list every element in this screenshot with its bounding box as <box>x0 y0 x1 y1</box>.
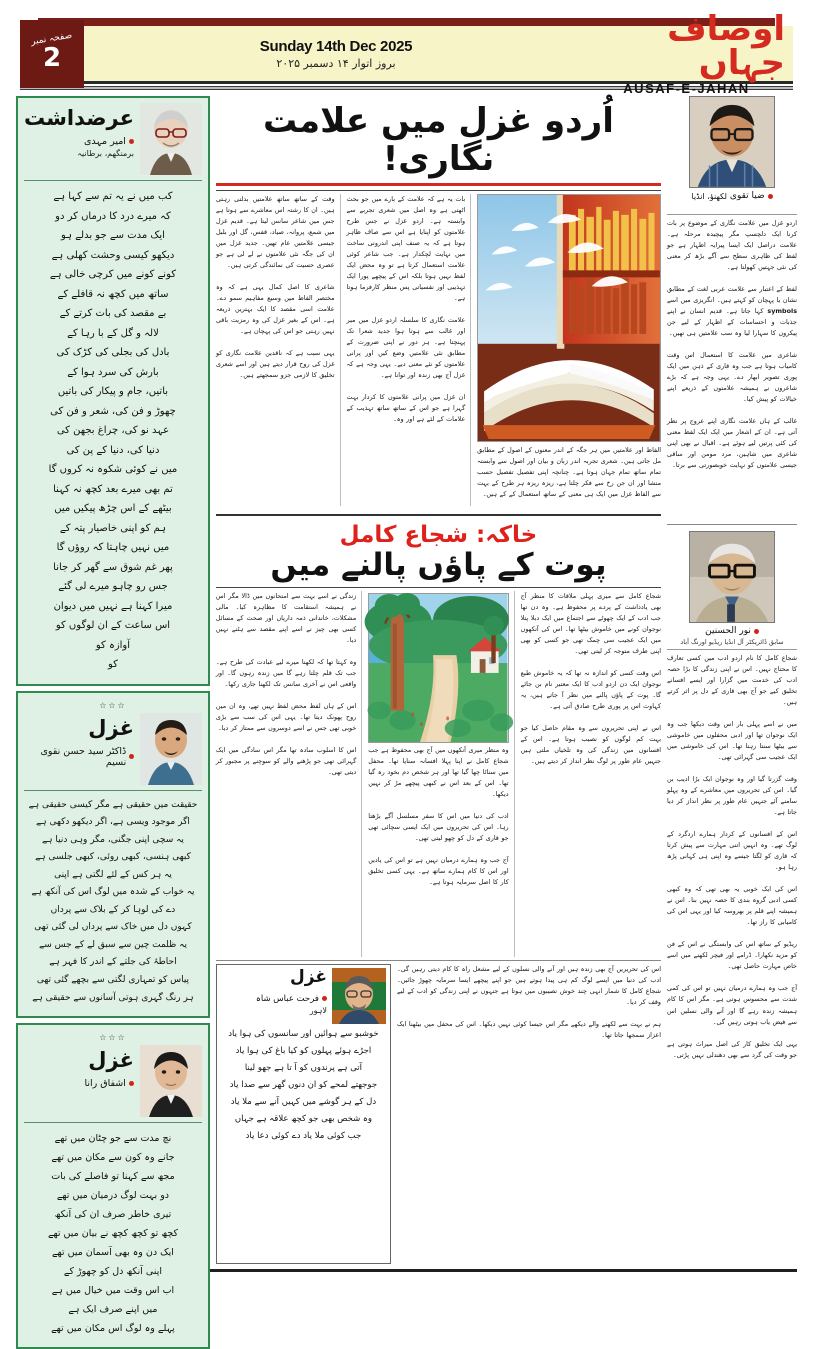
verse-list <box>24 1127 202 1340</box>
article-body-text: وقت کے ساتھ ساتھ علامتیں بدلتی رہتی ہیں۔ ان کا رشتہ اس معاشرے سے ہوتا ہے جس میں شاعر سانس لیتا ہے۔ قدیم غزل میں شمع، پروانہ، صیاد، قفس، گل اور بلبل جیسی علامتیں عام تھیں۔ جدید غزل میں ان کی جگہ نئی علامتوں نے لے لی ہے جو عصری حسیت کی نمائندگی کرتی ہیں۔ شاعری کا اصل کمال یہی ہے کہ وہ مختصر الفاظ میں وسیع مفاہیم سمو دے۔ علامت اسی مقصد کا ایک بہترین ذریعہ ہے۔ اس کے بغیر غزل کی وہ رمزیت باقی نہیں رہتی جو اس کی پہچان ہے۔ یہی سبب ہے کہ ناقدین علامت نگاری کو غزل کی روح قرار دیتے ہیں اور اسے شعری تخلیق کا لازمی جزو سمجھتے ہیں۔ <box>215 195 335 380</box>
verse-line: دل کے ہر گوشے میں کہیں آنے سے ملا یاد <box>230 1097 377 1107</box>
panel-title: غزل <box>88 715 134 740</box>
bullet-icon <box>129 139 134 144</box>
article-symbolism <box>216 96 661 506</box>
verse-line: اس ساعت کے ان لوگوں کو <box>55 620 171 631</box>
panel-divider <box>24 1122 202 1123</box>
bullet-icon <box>768 194 773 199</box>
article-body-text: اس کی تحریریں آج بھی زندہ ہیں اور آنے والی نسلوں کے لیے مشعل راہ کا کام دیتی رہیں گی۔ ادب کی دنیا میں ایسے لوگ کم ہی پیدا ہوتے ہیں جو اپنے پیچھے ایسا سرمایہ چھوڑ جائیں۔ شجاع کامل کا شمار انہی چند خوش نصیبوں میں ہوتا ہے جنہوں نے اپنی زندگی کو ادب کے لیے وقف کر دیا۔ ہم نے بہت سے لکھنے والے دیکھے مگر اس جیسا کوئی نہیں دیکھا۔ اس کی محفل میں بیٹھنا ایک اعزاز سمجھا جاتا تھا۔ <box>396 965 661 1040</box>
verse-line: تم بھی میرے بعد کچھ نہ کہنا <box>53 483 173 495</box>
article-body-text: زندگی نے اسے بہت سے امتحانوں میں ڈالا مگر اس نے ہمیشہ استقامت کا مظاہرہ کیا۔ مالی مشکلات، خاندانی ذمہ داریاں اور صحت کے مسائل کسی بھی چیز نے اسے اپنے مقصد سے ہٹنے نہیں دیا۔ وہ کہتا تھا کہ لکھنا میرے لیے عبادت کی طرح ہے۔ جب تک قلم چلتا رہے گا میں زندہ رہوں گا۔ اور واقعی اس نے آخری سانس تک لکھنا جاری رکھا۔ اس کے ہاں لفظ محض لفظ نہیں تھے، وہ ان میں روح پھونک دیتا تھا۔ یہی اس کی سب سے بڑی خوبی تھی جس نے اسے دوسروں سے ممتاز کر دیا۔ اس کا اسلوب سادہ تھا مگر اس سادگی میں ایک گہرائی تھی جو پڑھنے والے کو سوچنے پر مجبور کر دیتی تھی۔ <box>215 591 357 777</box>
verse-line: کہوں دل میں خاک سے پرداں لی گئی تھی <box>34 922 192 933</box>
verse-line: دے کی لوہا کر کے بلاک سے پرداں <box>50 904 176 915</box>
verse-list <box>221 1024 386 1147</box>
verse-line: ساتھ میں کچھ نہ قافلے کے <box>57 288 169 300</box>
article-khaka <box>216 523 661 1264</box>
bullet-icon <box>754 629 759 634</box>
article-column <box>477 194 661 506</box>
verse-line: میں نہیں چاہتا کہ روؤں گا <box>56 542 170 553</box>
verse-line: یہ ہر کس کے لئے لگتی ہے اپنی <box>54 869 172 880</box>
verse-line: ہم کو اپنی خاصیار پتہ کے <box>59 522 167 534</box>
verse-line: اب اس وقت میں خیال میں ہے <box>51 1285 175 1297</box>
verse-line: کونے کونے میں کرچی خالی ہے <box>49 269 177 280</box>
panel-author <box>84 136 134 147</box>
headline-underline <box>216 183 661 186</box>
verse-line: یہ خواب کے شدہ میں لوگ اس کی آنکھ ہے <box>31 887 195 898</box>
panel-author-location: برمنگھم، برطانیہ <box>77 149 134 159</box>
article-body-text: بات یہ ہے کہ علامت کے بارے میں جو بحث اٹھتی ہے وہ اصل میں شعری تجربے سے وابستہ ہے۔ اردو غزل نے جس طرح علامتوں کو اپنایا ہے اس سے صاف ظاہر ہوتا ہے کہ یہ صنف اپنی اندرونی ساخت میں نہایت لچکدار ہے۔ جب شاعر کوئی علامت استعمال کرتا ہے تو وہ محض ایک لفظ نہیں ہوتا بلکہ اس کے پیچھے پورا ایک تہذیبی اور نفسیاتی پس منظر کارفرما ہوتا ہے۔ علامت نگاری کا سلسلہ اردو غزل میں میر اور غالب سے ہوتا ہوا جدید شعرا تک پہنچتا ہے۔ ہر دور نے اپنی ضرورت کے مطابق نئی علامتیں وضع کیں اور پرانی علامتوں کو نئے معنی دیے۔ یہی وجہ ہے کہ غزل آج بھی زندہ اور توانا ہے۔ ان غزل میں پرانی علامتوں کا کردار بہت گہرا ہے جو اس کے ساتھ ساتھ تہذیب کے علامات کے لئے ہے اور وہ۔ <box>346 195 466 424</box>
verse-line: جوجھتے لمحے کو ان دنوں گھر سے صدا یاد <box>229 1080 378 1090</box>
panel-title: غزل <box>88 1048 134 1073</box>
verse-line: یہ ظلمت چین سے سبق لے کے جس سے <box>38 939 187 950</box>
bullet-icon <box>322 996 327 1001</box>
article-column <box>216 591 362 957</box>
article-column <box>347 194 472 506</box>
bullet-icon <box>129 1081 134 1086</box>
article-column <box>368 591 514 957</box>
section-divider <box>216 960 661 961</box>
verse-list <box>24 795 202 1010</box>
panel-author <box>84 1078 133 1089</box>
verse-line: کچھ تو کچھ کچھ نے بیان میں تھے <box>47 1228 178 1240</box>
verse-line: یہ سچی اپنی جگنی، مگر وہی دنیا ہے <box>41 834 184 845</box>
verse-line: جب کوئی ملا یاد دے کوئی دعا یاد <box>245 1131 362 1141</box>
date-urdu: بروز اتوار ۱۴ دسمبر ۲۰۲۵ <box>276 56 396 70</box>
date-english: Sunday 14th Dec 2025 <box>259 37 413 55</box>
bottom-ghazal-block <box>216 964 661 1264</box>
author-name: نور الحسنین <box>705 626 751 636</box>
section-divider <box>216 514 661 516</box>
article-headline: اُردو غزل میں علامت نگاری! <box>263 101 614 180</box>
verse-line: خوشبو سے ہوائیں اور سانسوں کی ہوا یاد <box>228 1029 379 1039</box>
verse-line: احاطۂ کی جلتے کے اندر کا فہر ہے <box>49 957 177 968</box>
author-location: لکھنؤ، انڈیا <box>691 191 727 201</box>
article-sidebar-text: شجاع کامل کا نام اردو ادب میں کسی تعارف کا محتاج نہیں۔ اس نے اپنی زندگی کا بڑا حصہ ادب کی خدمت میں گزارا اور ایسے افسانے تخلیق کیے جو آج بھی قاری کے دل پر اثر کرتے ہیں۔ میں نے اسے پہلی بار اس وقت دیکھا جب وہ ایک نوجوان تھا اور ادبی محفلوں میں خاموشی سے بیٹھا سنتا رہتا تھا۔ اس کی خاموشی میں ایک عجیب سی گہرائی تھی۔ وقت گزرتا گیا اور وہ نوجوان ایک بڑا ادیب بن گیا۔ اس کی تحریروں میں معاشرے کے وہ پہلو سامنے آئے جنہیں عام طور پر نظر انداز کر دیا جاتا ہے۔ اس کے افسانوں کے کردار ہمارے اردگرد کے لوگ تھے۔ وہ انہیں اتنی مہارت سے پیش کرتا کہ قاری کو لگتا جیسے وہ اپنی ہی کہانی پڑھ رہا ہو۔ اس کی ایک خوبی یہ بھی تھی کہ وہ کبھی کسی ادبی گروہ بندی کا حصہ نہیں بنا۔ اس نے ہمیشہ اپنے قلم پر بھروسہ کیا اور یہی اس کی کامیابی کا راز تھا۔ ریڈیو کے ساتھ اس کی وابستگی نے اس کے فن کو مزید نکھارا۔ ڈرامے اور فیچر لکھنے میں اسے خاص مہارت حاصل تھی۔ آج جب وہ ہمارے درمیان نہیں تو اس کی کمی شدت سے محسوس ہوتی ہے۔ مگر اس کا کام ہمیشہ زندہ رہے گا اور آنے والی نسلیں اس سے فیض یاب ہوتی رہیں گی۔ یہی ایک تخلیق کار کی اصل میراث ہوتی ہے جو وقت کی گرد سے بھی دھندلی نہیں پڑتی۔ <box>667 654 797 1059</box>
verse-line: بے مقصد کی بات کرتے کے <box>59 308 167 319</box>
verse-line: پیاس کو تمہاری لگتی سے بچھے گئی تھی <box>36 974 190 985</box>
verse-line: اپنی آنکھ دل کو چھوڑ کے <box>63 1266 163 1278</box>
verse-line: حقیقت میں حقیقی ہے مگر کیسی حقیقی ہے <box>28 799 198 810</box>
verse-line: جس رو چاہو میرے لی گئے <box>58 581 168 592</box>
verse-line: دیکھو کیسی وحشت کھلی ہے <box>51 249 175 261</box>
star-divider: ☆☆☆ <box>99 700 127 710</box>
star-divider: ☆☆☆ <box>99 1033 127 1043</box>
panel-title: عرضداشت <box>24 106 134 130</box>
article-image-landscape <box>368 593 508 743</box>
sidebar-panel-ghazal-naseem <box>16 691 210 1019</box>
verse-line: میں نے کوئی شکوہ نہ کروں گا <box>48 464 178 475</box>
verse-line: وہ شخص بھی جو کچھ علاقہ ہے جہاں <box>234 1114 373 1124</box>
verse-line: کبھی ہنسی، کبھی روئی، کبھی جلسی ہے <box>35 852 191 863</box>
section-divider <box>667 524 797 525</box>
verse-line: بادل کی بجلی کی کڑک کی <box>56 347 170 358</box>
verse-line: پہلے وہ لوگ اس مکان میں تھے <box>51 1323 175 1335</box>
article-column <box>216 194 341 506</box>
verse-line: آوازہ کو <box>95 639 131 651</box>
logo-urdu-text: اوصاف جہاں <box>667 8 785 83</box>
verse-line: تیری خاطر صرف ان کی آنکھ <box>54 1209 172 1221</box>
logo-english-text: AUSAF-E-JAHAN <box>623 80 750 96</box>
author-block-noor-ul-hasnain <box>667 531 797 650</box>
panel-author-name: ڈاکٹر سید حسن نقوی نسیم <box>40 745 127 768</box>
panel-author-location: لاہور <box>309 1005 327 1015</box>
article-body-text: شجاع کامل سے میری پہلی ملاقات کا منظر آج بھی یادداشت کے پردے پر محفوظ ہے۔ وہ دن تھا جب ادب کے ایک چھوٹے سے اجتماع میں ایک دبلا پتلا نوجوان کونے میں خاموش بیٹھا تھا۔ اس کی آنکھوں میں ایک عجیب سی چمک تھی جو کسی کو بھی اپنی طرف متوجہ کر لیتی تھی۔ اس وقت کسی کو اندازہ نہ تھا کہ یہ خاموش طبع نوجوان ایک دن اردو ادب کا ایک معتبر نام بن جائے گا۔ پوت کے پاؤں پالنے میں نظر آ جاتے ہیں، یہ کہاوت اس پر پوری طرح صادق آتی ہے۔ اس نے اپنی تحریروں سے وہ مقام حاصل کیا جو بہت کم لوگوں کو نصیب ہوتا ہے۔ اس کے افسانوں میں زندگی کی وہ تلخیاں ملتی ہیں جنہیں عام طور پر لوگ نظر انداز کر دیتے ہیں۔ <box>520 591 661 766</box>
right-column <box>667 96 797 1264</box>
article-columns <box>216 190 661 506</box>
article-kicker: خاکہ: شجاع کامل <box>339 522 538 548</box>
verse-line: ایک مدت سے جو بدلے ہو <box>60 230 165 241</box>
panel-author-name: امیر مہدی <box>83 136 126 148</box>
sidebar-panel-ghazal-rana <box>16 1023 210 1349</box>
panel-divider <box>24 790 202 791</box>
author-subtitle <box>667 203 797 215</box>
bottom-ghazal-text-columns <box>397 964 661 1264</box>
masthead <box>16 8 797 96</box>
verse-line: دو بہت لوگ درمیان میں تھے <box>56 1190 170 1202</box>
verse-line: دنیا کی، دنیا کے پن کی <box>66 444 160 456</box>
avatar <box>140 1045 202 1117</box>
verse-line: میرا کہنا ہے نہیں میں دیوان <box>53 600 173 612</box>
panel-author <box>221 993 327 1004</box>
verse-line: کہ میرے درد کا درماں کر دو <box>55 210 171 222</box>
author-byline <box>667 626 797 636</box>
verse-line: بیٹھے کے اس چڑھ پیکیں میں <box>54 503 172 514</box>
author-block-zia-taqvi <box>667 96 797 215</box>
verse-line: جانے وہ کون سے مکان میں تھے <box>51 1152 175 1164</box>
verse-line: نچ مدت سے جو چٹان میں تھے <box>54 1133 172 1145</box>
verse-line: کو <box>107 659 118 670</box>
avatar <box>140 713 202 785</box>
ghazal-panel-farhat <box>216 964 391 1264</box>
article-headline: پوت کے پاؤں پالنے میں <box>270 547 607 584</box>
page-number-badge <box>20 20 84 88</box>
article-body-text: الفاظ اور علامتیں میں ہر جگہ کے اندر معنوں کے اصول کے مطابق مل جاتی ہیں۔ شعری تجربہ اندر زبان و بیان اور اصول سے وابستہ تمام ساتھ تمام جہان ہوتا ہے۔ چنانچہ اپنی تفصیل تفصیل حسب منشا اور ان جن رخ سے فکر چلتا ہے، ریزہ ریزہ ہر طرح کے بہت سے الفاظ غزل میں ایک ہی معنی کے ساتھ استعمال کے کے ہیں۔ <box>477 446 661 499</box>
page-grid <box>16 96 797 1335</box>
panel-author <box>24 746 134 768</box>
panel-divider <box>24 180 202 181</box>
article-body-text: وہ منظر میری آنکھوں میں آج بھی محفوظ ہے جب شجاع کامل نے اپنا پہلا افسانہ سنایا تھا۔ محفل میں سناٹا چھا گیا تھا اور ہر شخص دم بخود رہ گیا تھا۔ اس کے بعد اس نے کبھی پیچھے مڑ کر نہیں دیکھا۔ ادب کی دنیا میں اس کا سفر مسلسل آگے بڑھتا رہا۔ اس کی تحریروں میں ایک ایسی سچائی تھی جو قاری کے دل کو چھو لیتی تھی۔ آج جب وہ ہمارے درمیان نہیں ہے تو اس کی یادیں اور اس کا کام ہمارے ساتھ ہے۔ یہی کسی تخلیق کار کا اصل سرمایہ ہوتا ہے۔ <box>368 745 509 887</box>
avatar <box>140 103 202 175</box>
panel-author-name: اشفاق رانا <box>84 1078 126 1090</box>
author-photo <box>689 96 775 188</box>
author-subtitle: سابق ڈائریکٹر آل انڈیا ریڈیو اورنگ آباد <box>667 638 797 650</box>
verse-line: اگر موجود ویسی ہے، اگر دیکھو دکھی ہے <box>36 817 190 828</box>
author-byline <box>667 191 797 201</box>
verse-list <box>24 185 202 677</box>
masthead-date-block <box>84 26 588 81</box>
verse-line: مجھ سے کہنا تو فاصلے کی بات <box>51 1171 175 1183</box>
verse-line: عہد نو کی، چراغ بجھن کی <box>56 425 170 436</box>
verse-line: آتی ہے پرندوں کو آ تا ہے جھو لینا <box>244 1063 363 1073</box>
panel-author-name: فرحت عباس شاہ <box>255 993 319 1004</box>
article-image-openbook <box>477 194 661 442</box>
page-badge-label: صفحہ نمبر <box>30 30 74 47</box>
article-column <box>521 591 661 957</box>
verse-line: ایک دن وہ بھی آسمان میں تھے <box>51 1247 174 1259</box>
verse-line: اجڑے ہوئے پہلوں کو کیا باغ کی ہوا یاد <box>235 1046 372 1056</box>
bullet-icon <box>129 754 134 759</box>
panel-title: غزل <box>290 967 327 987</box>
article-sidebar-text: اردو غزل میں علامت نگاری کے موضوع پر بات کرنا ایک دلچسپ مگر پیچیدہ مرحلہ ہے۔ علامت دراصل ایک ایسا پیرایہ اظہار ہے جو لفظ کی ظاہری سطح سے آگے بڑھ کر معنی کی نئی جہتیں کھولتا ہے۔ لفظ کے اعتبار سے علامت عربی لغت کے مطابق نشان یا پہچان کو کہتے ہیں۔ انگریزی میں اسے symbols کہا جاتا ہے۔ قدیم انسان نے اپنے جذبات و احساسات کے اظہار کے لیے جن پیکروں کا سہارا لیا وہ سب علامتیں ہی تھیں۔ شاعری میں علامت کا استعمال اس وقت کامیاب ہوتا ہے جب وہ قاری کے ذہن میں ایک پوری تصویر ابھار دے۔ یہی وجہ ہے کہ بڑے شاعروں نے ہمیشہ علامتوں کے ذریعے اپنے خیالات کو پیش کیا۔ غالب کے ہاں علامت نگاری اپنے عروج پر نظر آتی ہے۔ ان کے اشعار میں ایک ایک لفظ معنی کی کئی پرتیں لیے ہوئے ہے۔ اقبال نے بھی اپنی شاعری میں شاہین، مرد مومن اور ساقی جیسی علامتوں کو نہایت خوبصورتی سے برتا۔ <box>667 219 797 470</box>
verse-line: کب میں نے یہ تم سے کہا ہے <box>53 191 173 202</box>
publication-logo <box>588 8 793 96</box>
verse-line: چھوڑ و فن کی، شعر و فن کی <box>50 405 176 417</box>
verse-line: ہر رنگ گہری ہوتی آسانوں سے حقیقی ہے <box>32 992 194 1003</box>
author-name: ضیا تقوی <box>729 191 765 201</box>
author-photo <box>689 531 775 623</box>
main-content <box>216 96 661 1264</box>
verse-line: پھر غم شوق سے گھر کر جانا <box>53 561 173 573</box>
article-columns <box>216 587 661 957</box>
verse-line: باتیں، جام و پیکار کی باتیں <box>57 386 169 397</box>
verse-line: میں اپنے صرف ایک ہے <box>68 1304 158 1316</box>
page-badge-number: 2 <box>42 43 62 74</box>
left-sidebar <box>16 96 210 1335</box>
verse-line: لالہ و گل کے با رہا کے <box>67 327 159 339</box>
verse-line: بارش کی سرد ہوا کے <box>67 366 159 378</box>
avatar <box>332 968 386 1024</box>
sidebar-panel-arzdasht <box>16 96 210 686</box>
